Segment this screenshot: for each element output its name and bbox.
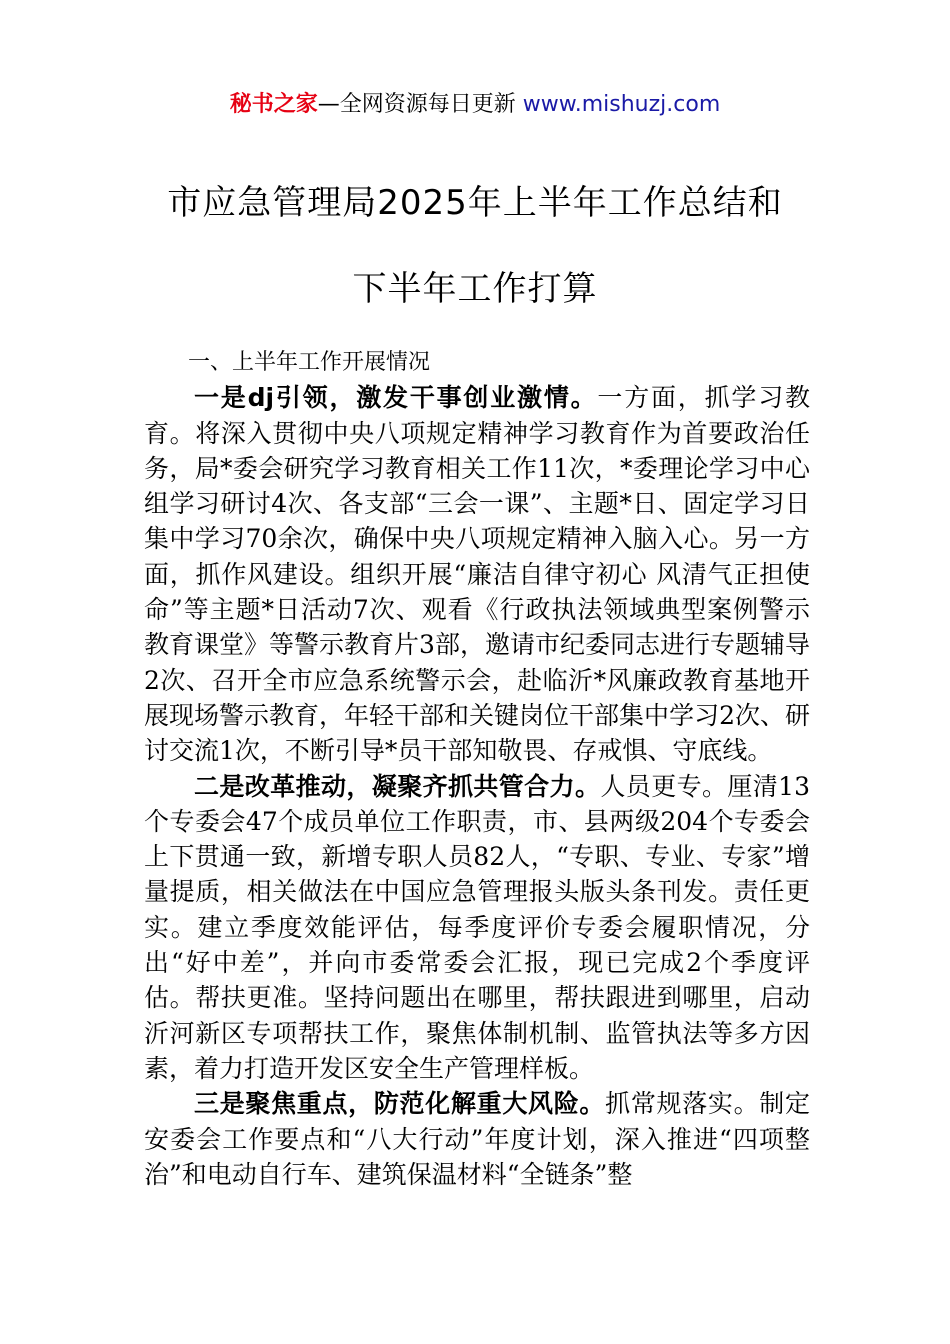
body-paragraph <box>144 1086 810 1192</box>
site-tagline: —全网资源每日更新 <box>317 92 516 117</box>
document-body <box>144 345 810 1192</box>
paragraph-text: 人员更专。厘清13个专委会47个成员单位工作职责，市、县两级204个专委会上下贯通一致，新增专职人员82人，“专职、专业、专家”增量提质，相关做法在中国应急管理报头版头条刊发。责任更实。建立季度效能评估，每季度评价专委会履职情况，分出“好中差”，并向市委常委会汇报，现已完成2个季度评估。帮扶更准。坚持问题出在哪里，帮扶跟进到哪里，启动沂河新区专项帮扶工作，聚焦体制机制、监管执法等多方因素，着力打造开发区安全生产管理样板。 <box>144 771 810 1083</box>
document-title-line-1: 市应急管理局2025年上半年工作总结和 <box>167 183 783 223</box>
body-paragraph <box>144 769 810 1087</box>
paragraph-text: 抓常规落实。制定安委会工作要点和“八大行动”年度计划，深入推进“四项整治”和电动自行车、建筑保温材料“全链条”整 <box>144 1089 810 1189</box>
site-url-link[interactable]: www.mishuzj.com <box>522 92 721 117</box>
paragraph-lead: 二是改革推动，凝聚齐抓共管合力。 <box>194 771 601 801</box>
body-paragraph <box>144 380 810 768</box>
paragraph-lead: 一是dj引领，激发干事创业激情。 <box>194 383 598 413</box>
paragraph-text: 一方面，抓学习教育。将深入贯彻中央八项规定精神学习教育作为首要政治任务，局*委会研究学习教育相关工作11次，*委理论学习中心组学习研讨4次、各支部“三会一课”、主题*日、固定学习日集中学习70余次，确保中央八项规定精神入脑入心。另一方面，抓作风建设。组织开展“廉洁自律守初心 风清气正担使命”等主题*日活动7次、观看《行政执法领域典型案例警示教育课堂》等警示教育片3部，邀请市纪委同志进行专题辅导2次、召开全市应急系统警示会，赴临沂*风廉政教育基地开展现场警示教育，年轻干部和关键岗位干部集中学习2次、研讨交流1次，不断引导*员干部知敬畏、存戒惧、守底线。 <box>144 383 810 766</box>
site-brand[interactable]: 秘书之家 <box>229 92 318 117</box>
document-title <box>60 160 890 332</box>
site-header <box>0 88 950 122</box>
paragraph-lead: 三是聚焦重点，防范化解重大风险。 <box>194 1089 606 1119</box>
section-heading: 一、上半年工作开展情况 <box>188 350 431 375</box>
document-title-line-2: 下半年工作打算 <box>352 269 598 309</box>
